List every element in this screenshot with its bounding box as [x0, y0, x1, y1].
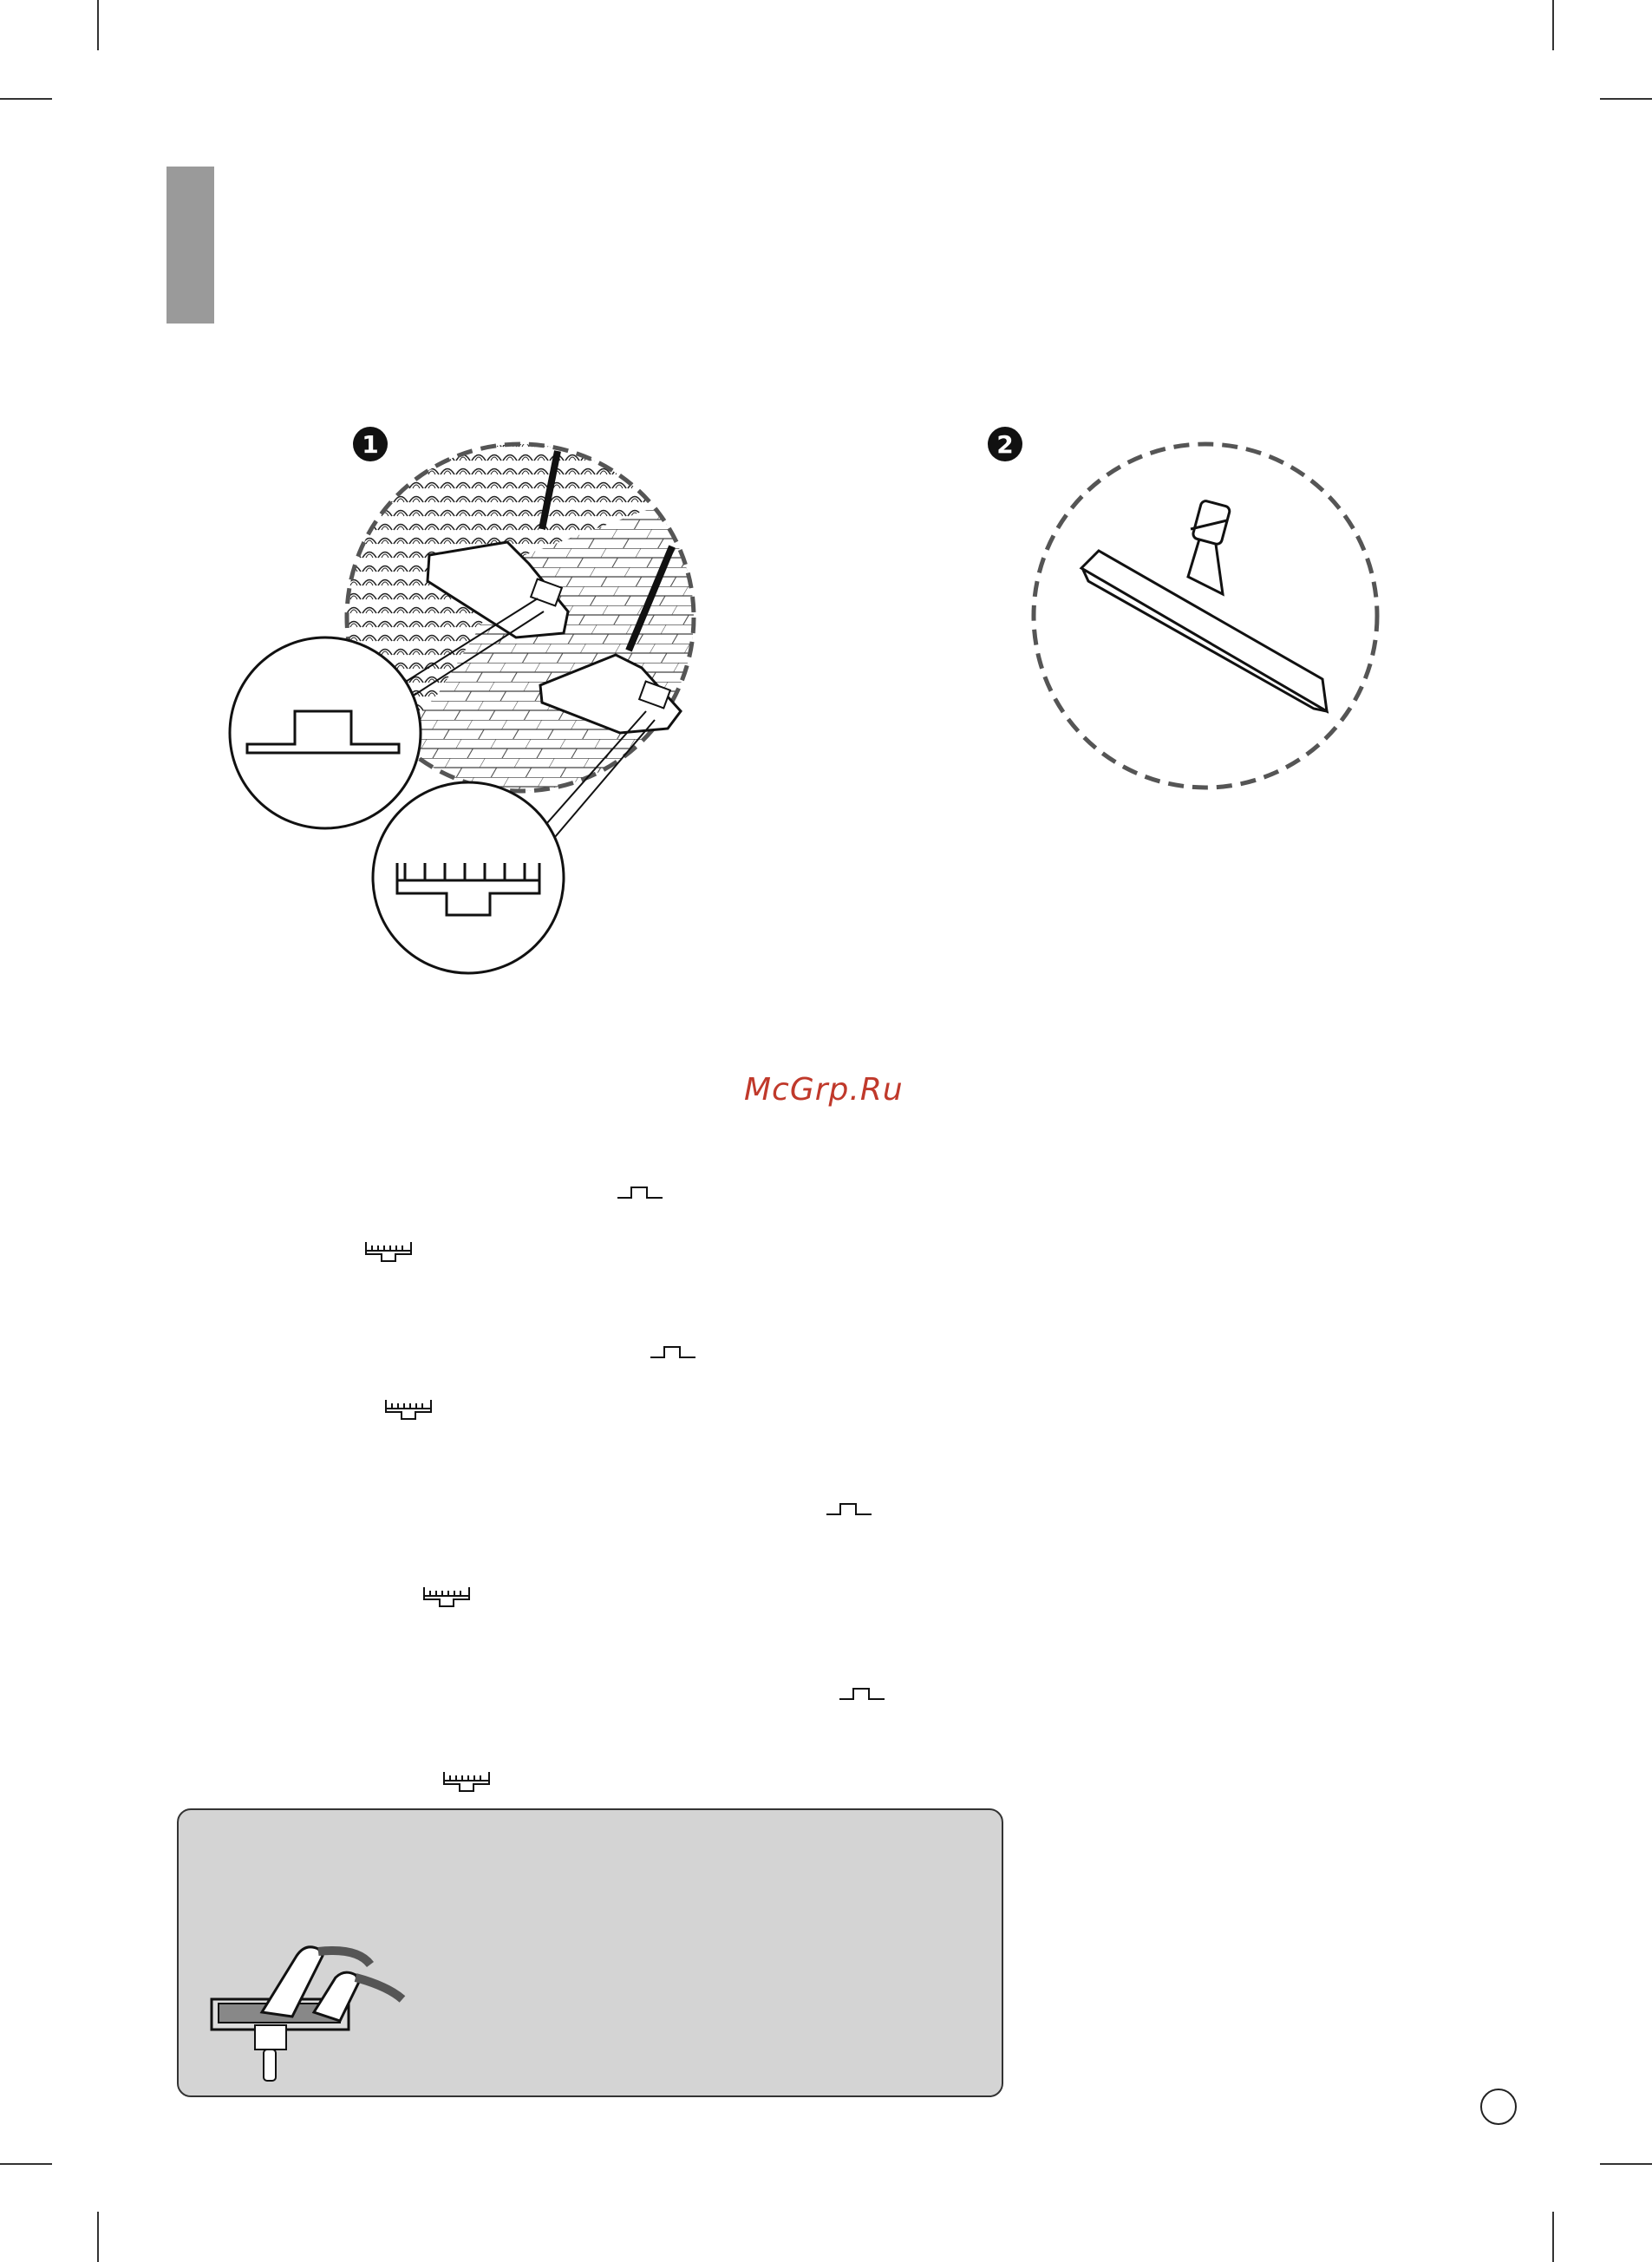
step-2-badge: 2 [988, 427, 1022, 461]
crop-mark [0, 2163, 52, 2165]
carpet-floor-nozzle-illustration [221, 434, 759, 980]
crop-mark [1600, 2163, 1652, 2165]
crop-mark [1600, 98, 1652, 100]
crop-mark [1552, 2212, 1554, 2262]
hard-floor-brush-illustration [1028, 438, 1383, 794]
section-tab [167, 167, 214, 324]
nozzle-storage-illustration [210, 1938, 409, 2086]
carpet-setting-symbol [384, 1398, 433, 1422]
watermark: McGrp.Ru [744, 1072, 904, 1108]
floor-setting-symbol [838, 1685, 886, 1703]
carpet-setting-symbol [364, 1240, 413, 1265]
crop-mark [0, 98, 52, 100]
page-number-circle [1480, 2089, 1517, 2125]
carpet-setting-symbol [442, 1770, 491, 1795]
note-box [177, 1808, 1003, 2097]
carpet-setting-symbol [422, 1585, 471, 1610]
step-1-badge: 1 [353, 427, 388, 461]
crop-mark [97, 0, 99, 50]
floor-setting-symbol [649, 1343, 697, 1361]
crop-mark [97, 2212, 99, 2262]
floor-setting-symbol [825, 1500, 873, 1518]
crop-mark [1552, 0, 1554, 50]
floor-setting-symbol [616, 1184, 664, 1201]
